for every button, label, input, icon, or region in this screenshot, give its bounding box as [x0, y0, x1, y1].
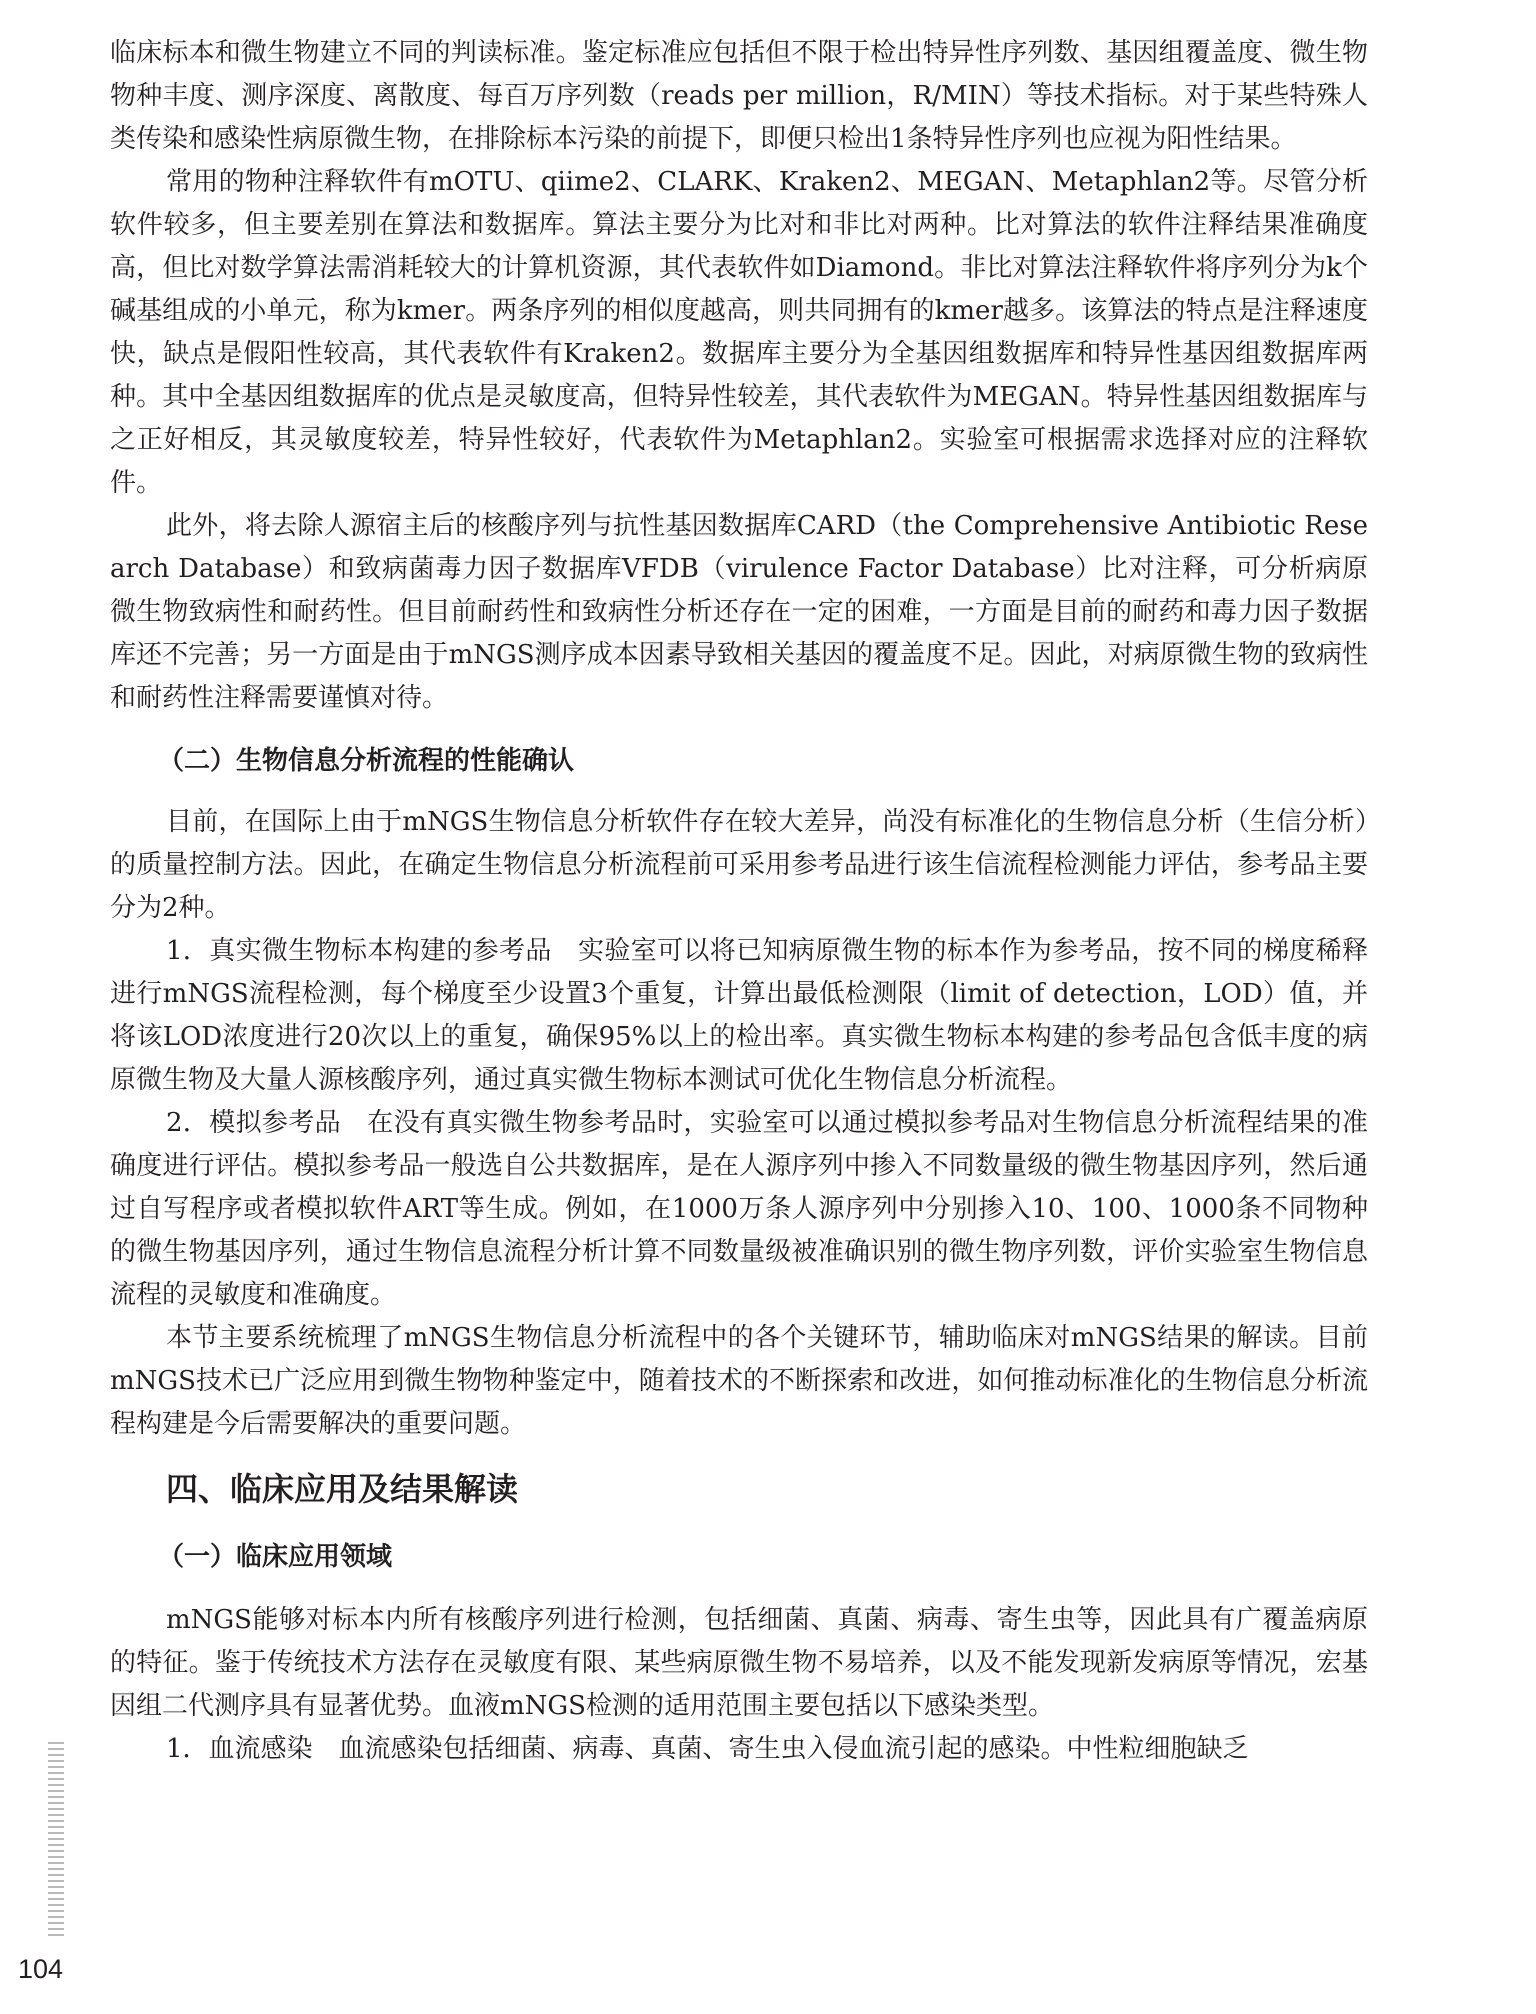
- paragraph: 临床标本和微生物建立不同的判读标准。鉴定标准应包括但不限于检出特异性序列数、基因组覆盖度、微生物物种丰度、测序深度、离散度、每百万序列数（reads per million，R/MIN）等技术指标。对于某些特殊人类传染和感染性病原微生物，在排除标本污染的前提下，即便只检出1条特异性序列也应视为阳性结果。: [110, 38, 1368, 154]
- paragraph: mNGS能够对标本内所有核酸序列进行检测，包括细菌、真菌、病毒、寄生虫等，因此具有广覆盖病原的特征。鉴于传统技术方法存在灵敏度有限、某些病原微生物不易培养，以及不能发现新发病原等情况，宏基因组二代测序具有显著优势。血液mNGS检测的适用范围主要包括以下感染类型。: [110, 1605, 1368, 1721]
- page-content: [110, 32, 1368, 1771]
- paragraph: 本节主要系统梳理了mNGS生物信息分析流程中的各个关键环节，辅助临床对mNGS结果的解读。目前mNGS技术已广泛应用到微生物物种鉴定中，随着技术的不断探索和改进，如何推动标准化的生物信息分析流程构建是今后需要解决的重要问题。: [110, 1323, 1368, 1439]
- page-number: 104: [18, 1954, 64, 1984]
- paragraph: 此外，将去除人源宿主后的核酸序列与抗性基因数据库CARD（the Comprehensive Antibiotic Research Database）和致病菌毒力因子数据库VFDB（virulence Factor Database）比对注释，可分析病原微生物致病性和耐药性。但目前耐药性和致病性分析还存在一定的困难，一方面是目前的耐药和毒力因子数据库还不完善；另一方面是由于mNGS测序成本因素导致相关基因的覆盖度不足。因此，对病原微生物的致病性和耐药性注释需要谨慎对待。: [110, 511, 1368, 713]
- paragraph: 1．血流感染 血流感染包括细菌、病毒、真菌、寄生虫入侵血流引起的感染。中性粒细胞缺乏: [166, 1734, 1249, 1764]
- subsection-heading: （二）生物信息分析流程的性能确认: [158, 746, 575, 776]
- paragraph: 2．模拟参考品 在没有真实微生物参考品时，实验室可以通过模拟参考品对生物信息分析流程结果的准确度进行评估。模拟参考品一般选自公共数据库，是在人源序列中掺入不同数量级的微生物基因序列，然后通过自写程序或者模拟软件ART等生成。例如，在1000万条人源序列中分别掺入10、100、1000条不同物种的微生物基因序列，通过生物信息流程分析计算不同数量级被准确识别的微生物序列数，评价实验室生物信息流程的灵敏度和准确度。: [110, 1108, 1368, 1310]
- subsection-heading: （一）临床应用领域: [158, 1542, 393, 1572]
- paragraph: 常用的物种注释软件有mOTU、qiime2、CLARK、Kraken2、MEGAN、Metaphlan2等。尽管分析软件较多，但主要差别在算法和数据库。算法主要分为比对和非比对两种。比对算法的软件注释结果准确度高，但比对数学算法需消耗较大的计算机资源，其代表软件如Diamond。非比对算法注释软件将序列分为k个碱基组成的小单元，称为kmer。两条序列的相似度越高，则共同拥有的kmer越多。该算法的特点是注释速度快，缺点是假阳性较高，其代表软件有Kraken2。数据库主要分为全基因组数据库和特异性基因组数据库两种。其中全基因组数据库的优点是灵敏度高，但特异性较差，其代表软件为MEGAN。特异性基因组数据库与之正好相反，其灵敏度较差，特异性较好，代表软件为Metaphlan2。实验室可根据需求选择对应的注释软件。: [110, 167, 1368, 498]
- margin-tick-decoration: [48, 1742, 64, 1936]
- section-heading: 四、临床应用及结果解读: [166, 1470, 519, 1508]
- paragraph: 目前，在国际上由于mNGS生物信息分析软件存在较大差异，尚没有标准化的生物信息分析（生信分析）的质量控制方法。因此，在确定生物信息分析流程前可采用参考品进行该生信流程检测能力评估，参考品主要分为2种。: [110, 807, 1368, 923]
- paragraph: 1．真实微生物标本构建的参考品 实验室可以将已知病原微生物的标本作为参考品，按不同的梯度稀释进行mNGS流程检测，每个梯度至少设置3个重复，计算出最低检测限（limit of detection，LOD）值，并将该LOD浓度进行20次以上的重复，确保95%以上的检出率。真实微生物标本构建的参考品包含低丰度的病原微生物及大量人源核酸序列，通过真实微生物标本测试可优化生物信息分析流程。: [110, 936, 1368, 1095]
